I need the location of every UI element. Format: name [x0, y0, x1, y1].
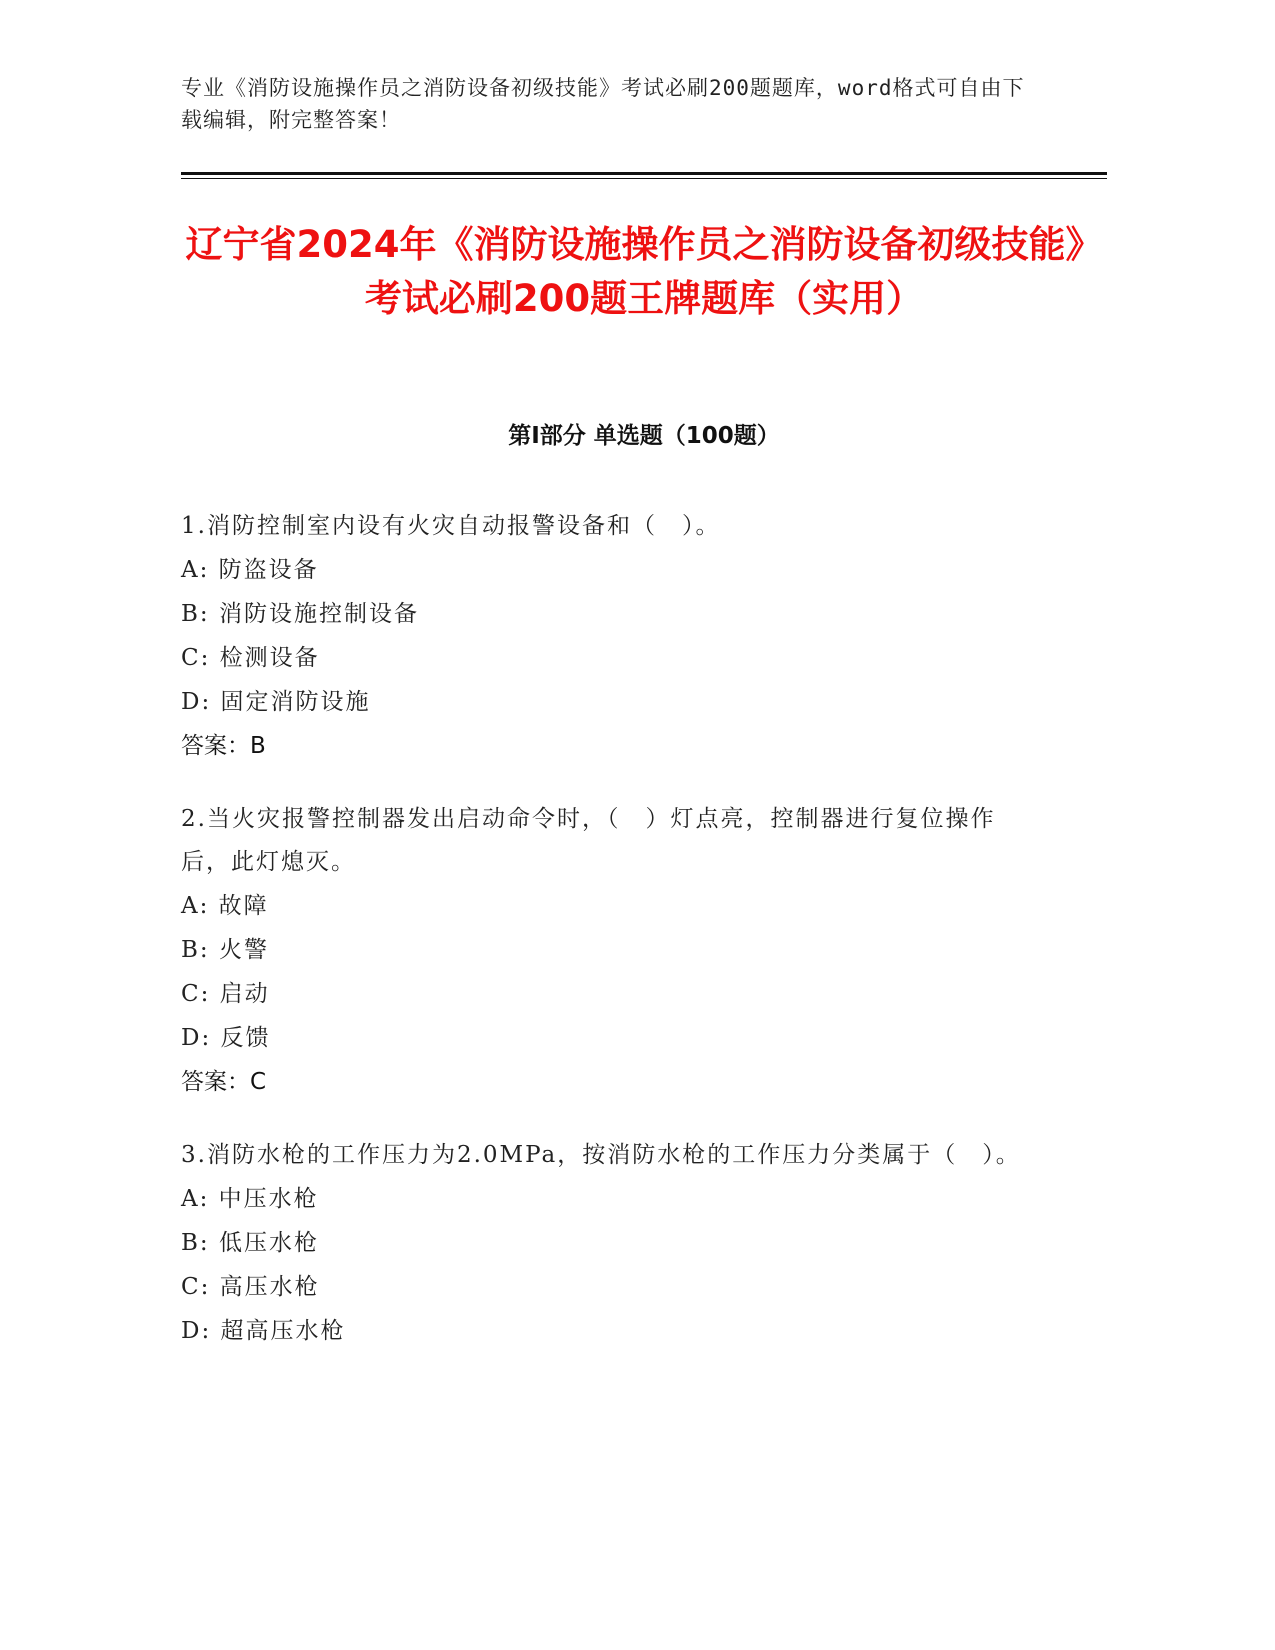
option-d: D: 反馈: [181, 1025, 271, 1051]
question-stem: 3.消防水枪的工作压力为2.0MPa，按消防水枪的工作压力分类属于（ ）。: [181, 1142, 1021, 1168]
question-3: [181, 1134, 1031, 1353]
header-rule-thin: [181, 178, 1107, 179]
question-stem: 2.当火灾报警控制器发出启动命令时，（ ）灯点亮，控制器进行复位操作后，此灯熄灭。: [181, 806, 996, 875]
option-d: D: 超高压水枪: [181, 1318, 346, 1344]
answer: 答案：B: [181, 733, 266, 759]
option-a: A: 防盗设备: [181, 557, 319, 583]
option-b: B: 低压水枪: [181, 1230, 319, 1256]
question-2: [181, 798, 1031, 1104]
option-c: C: 检测设备: [181, 645, 320, 671]
question-list: [181, 505, 1031, 1383]
question-1: [181, 505, 1031, 768]
header-rule-thick: [181, 172, 1107, 175]
option-c: C: 高压水枪: [181, 1274, 320, 1300]
option-b: B: 火警: [181, 937, 269, 963]
option-a: A: 故障: [181, 893, 269, 919]
option-c: C: 启动: [181, 981, 270, 1007]
option-a: A: 中压水枪: [181, 1186, 319, 1212]
document-title: 辽宁省2024年《消防设施操作员之消防设备初级技能》考试必刷200题王牌题库（实用）: [185, 223, 1103, 320]
question-stem: 1.消防控制室内设有火灾自动报警设备和（ ）。: [181, 513, 721, 539]
answer: 答案：C: [181, 1069, 267, 1095]
option-d: D: 固定消防设施: [181, 689, 371, 715]
section-title: 第Ⅰ部分 单选题（100题）: [508, 423, 780, 449]
header-note: 专业《消防设施操作员之消防设备初级技能》考试必刷200题题库，word格式可自由下载编辑，附完整答案！: [181, 76, 1025, 132]
option-b: B: 消防设施控制设备: [181, 601, 419, 627]
